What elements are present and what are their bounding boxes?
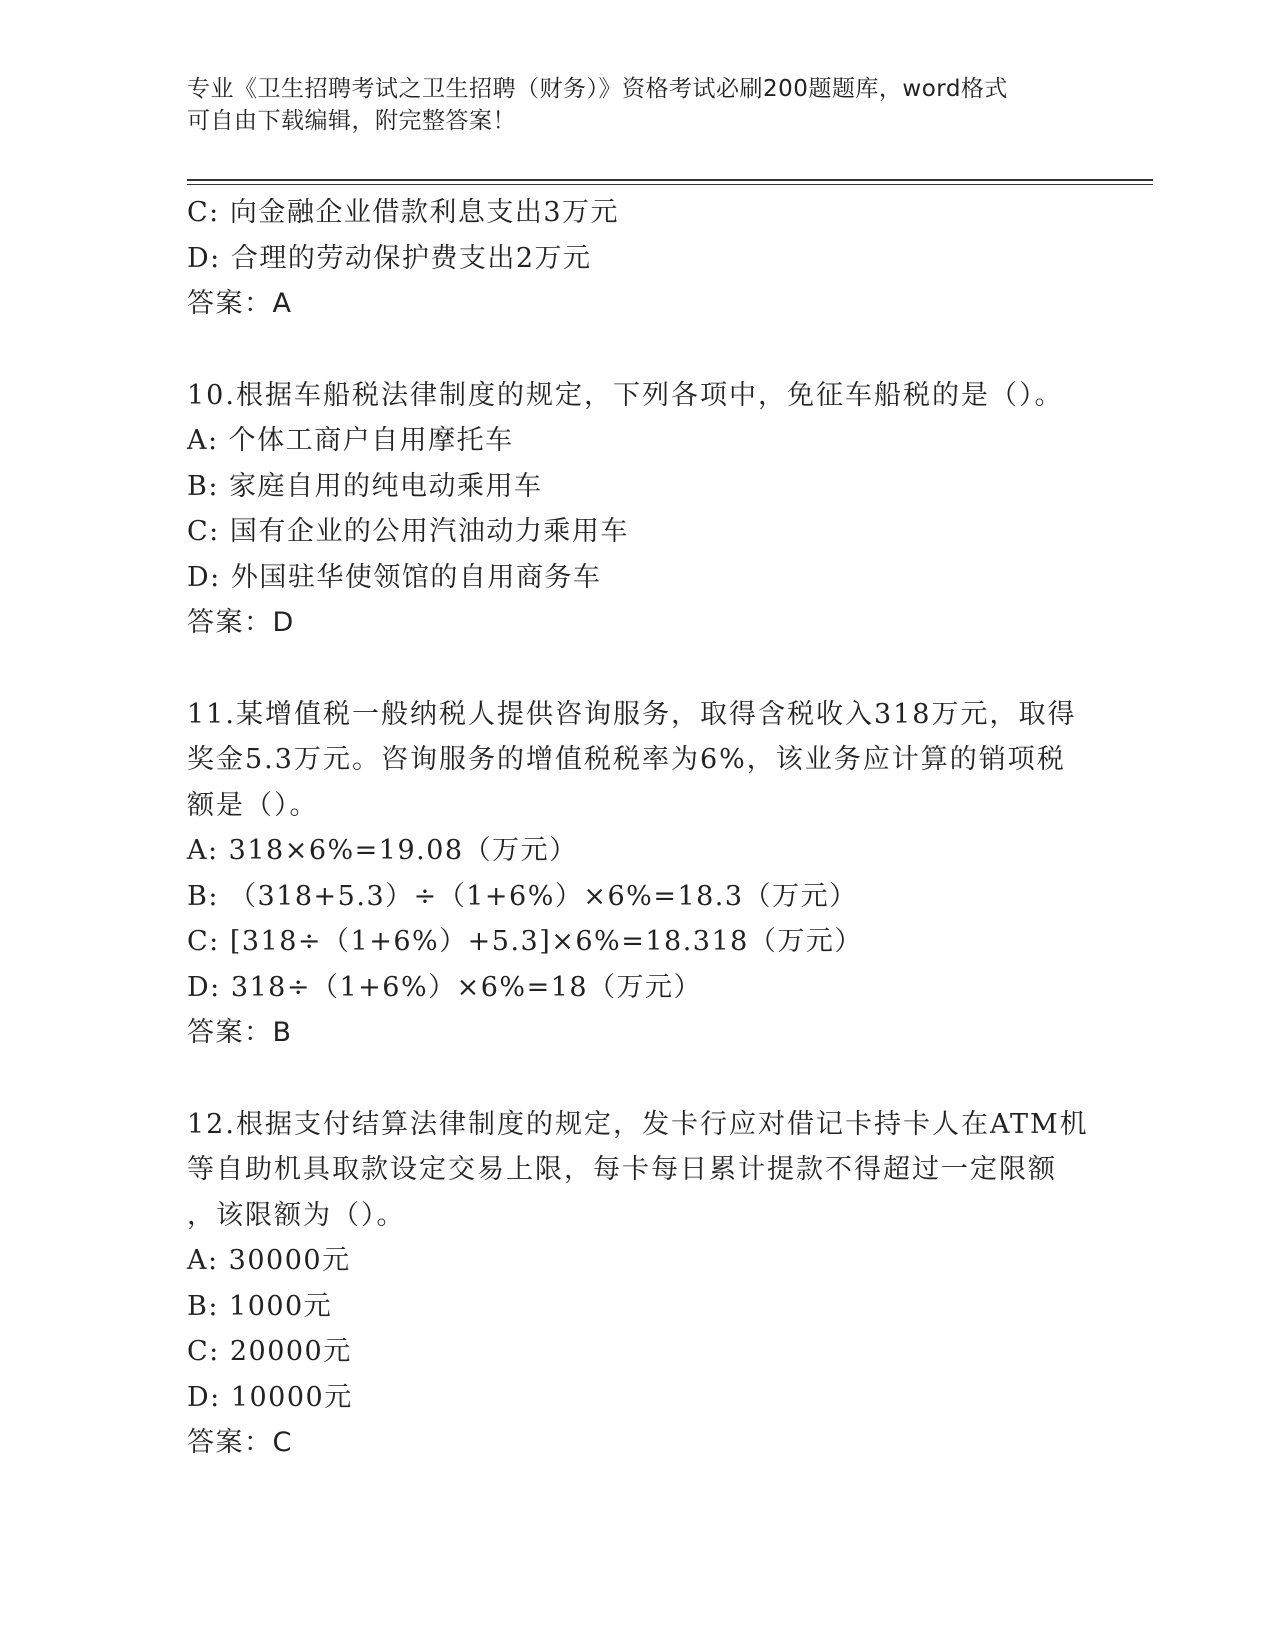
question-stem: 10.根据车船税法律制度的规定，下列各项中，免征车船税的是（）。 — [187, 379, 1064, 411]
option-c: C: [318÷（1+6%）+5.3]×6%=18.318（万元） — [187, 926, 863, 957]
question-12 — [187, 1102, 1087, 1466]
option-b: B: （318+5.3）÷（1+6%）×6%=18.3（万元） — [187, 880, 858, 912]
question-stem-line-2: 奖金5.3万元。咨询服务的增值税税率为6%，该业务应计算的销项税 — [187, 744, 1066, 775]
spacer — [187, 1056, 1087, 1102]
question-stem-line-2: 等自助机具取款设定交易上限，每卡每日累计提款不得超过一定限额 — [187, 1154, 1057, 1185]
answer-line: 答案：B — [187, 1017, 293, 1048]
option-d: D: 10000元 — [187, 1381, 353, 1413]
spacer — [187, 327, 1087, 373]
answer-line: 答案：A — [187, 288, 293, 319]
header-line-2: 可自由下载编辑，附完整答案！ — [187, 108, 516, 134]
option-c: C: 向金融企业借款利息支出3万元 — [187, 197, 620, 228]
spacer — [187, 646, 1087, 692]
option-a: A: 个体工商户自用摩托车 — [187, 425, 514, 456]
option-d: D: 外国驻华使领馆的自用商务车 — [187, 561, 602, 593]
option-c: C: 国有企业的公用汽油动力乘用车 — [187, 516, 629, 547]
option-a: A: 318×6%=19.08（万元） — [187, 835, 578, 866]
answer-line: 答案：C — [187, 1427, 293, 1458]
answer-line: 答案：D — [187, 607, 295, 638]
question-10 — [187, 373, 1087, 646]
question-11 — [187, 692, 1087, 1056]
option-b: B: 家庭自用的纯电动乘用车 — [187, 470, 543, 502]
question-stem-line-3: ，该限额为（）。 — [187, 1199, 406, 1231]
question-stem-line-1: 11.某增值税一般纳税人提供咨询服务，取得含税收入318万元，取得 — [187, 698, 1077, 730]
option-b: B: 1000元 — [187, 1290, 333, 1322]
option-c: C: 20000元 — [187, 1336, 352, 1367]
option-a: A: 30000元 — [187, 1245, 351, 1276]
option-d: D: 合理的劳动保护费支出2万元 — [187, 242, 592, 274]
header-line-1: 专业《卫生招聘考试之卫生招聘（财务）》资格考试必刷200题题库，word格式 — [187, 76, 1008, 102]
question-stem-line-3: 额是（）。 — [187, 789, 319, 821]
header-rule-thin — [187, 184, 1153, 185]
option-d: D: 318÷（1+6%）×6%=18（万元） — [187, 971, 703, 1003]
previous-question-tail — [187, 190, 1087, 327]
document-header — [187, 73, 1067, 137]
question-content — [187, 190, 1087, 1466]
question-stem-line-1: 12.根据支付结算法律制度的规定，发卡行应对借记卡持卡人在ATM机 — [187, 1108, 1089, 1140]
header-rule-thick — [187, 179, 1153, 181]
